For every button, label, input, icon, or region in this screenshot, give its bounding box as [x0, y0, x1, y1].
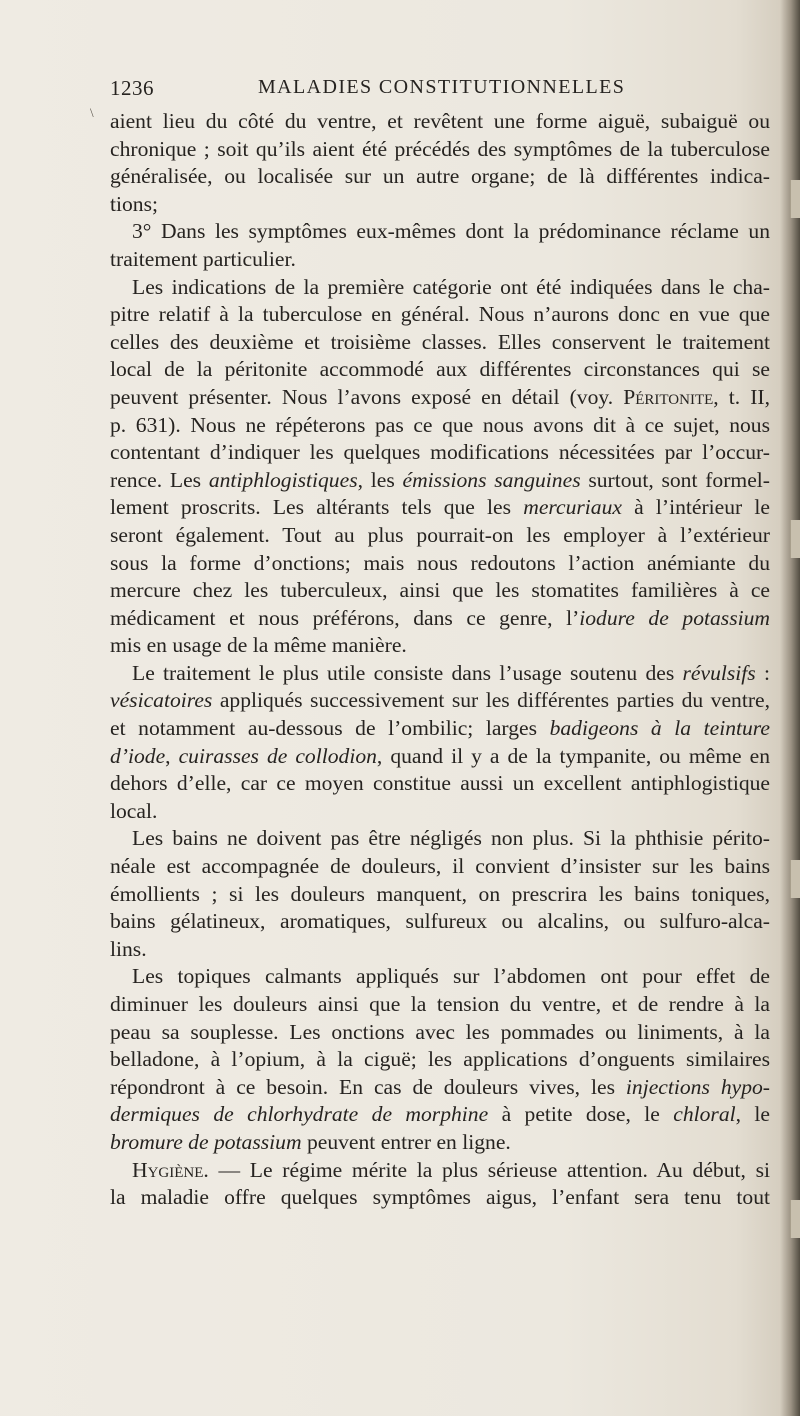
text-line: [110, 936, 770, 964]
text-run: , le: [735, 1102, 770, 1127]
text-run: 3° Dans les symptômes eux-mêmes dont la prédominance réclame un: [132, 219, 770, 244]
text-run: peau sa souplesse. Les onctions avec les pommades ou liniments, à la: [110, 1019, 770, 1044]
text-run: mis en usage de la même manière.: [110, 633, 407, 658]
text-run: seront également. Tout au plus pourrait-on les employer à l’extérieur: [110, 522, 770, 547]
text-line: [110, 632, 770, 660]
text-line: [110, 577, 770, 605]
page-number: 1236: [110, 76, 154, 100]
text-run: local.: [110, 798, 158, 823]
text-line: [110, 1184, 770, 1212]
text-run: mercure chez les tuberculeux, ainsi que les stomatites familières à ce: [110, 578, 770, 603]
text-run: peuvent présenter. Nous l’avons exposé en détail (voy.: [110, 384, 624, 409]
page-edge-tab: [790, 1200, 800, 1238]
text-line: [110, 605, 770, 633]
text-run: généralisée, ou localisée sur un autre organe; de là différentes indica-: [110, 164, 770, 189]
text-line: [110, 439, 770, 467]
italic-term: émissions sanguines: [402, 467, 581, 492]
italic-term: badigeons à la teinture: [549, 716, 770, 741]
text-run: aient lieu du côté du ventre, et revêtent une forme aiguë, subaiguë ou: [110, 109, 770, 133]
text-line: [110, 1046, 770, 1074]
text-run: la maladie offre quelques symptômes aigus, l’enfant sera tenu tout: [110, 1185, 770, 1210]
text-run: pitre relatif à la tuberculose en général. Nous n’aurons donc en vue que: [110, 302, 770, 327]
body-text: [110, 108, 770, 1212]
text-run: tions;: [110, 191, 158, 216]
italic-term: dermiques de chlorhydrate de morphine: [110, 1102, 489, 1127]
page-edge-tab: [790, 520, 800, 558]
text-line: [110, 108, 770, 136]
text-run: p. 631). Nous ne répéterons pas ce que nous avons dit à ce sujet, nous: [110, 412, 770, 437]
text-run: appliqués successivement sur les différentes parties du ventre,: [212, 688, 770, 713]
text-run: rence. Les: [110, 467, 209, 492]
text-run: bains gélatineux, aromatiques, sulfureux ou alcalins, ou sulfuro-alca-: [110, 909, 770, 934]
italic-term: mercuriaux: [523, 495, 622, 520]
text-line: [110, 494, 770, 522]
italic-term: iodure de potassium: [579, 605, 770, 630]
text-run: , quand il y a de la tympanite, ou même en: [376, 743, 770, 768]
text-line: [110, 1019, 770, 1047]
text-run: lins.: [110, 936, 147, 961]
text-run: Les topiques calmants appliqués sur l’abdomen ont pour effet de: [132, 964, 770, 989]
text-line: [110, 274, 770, 302]
text-run: peuvent entrer en ligne.: [301, 1129, 511, 1154]
text-line: [110, 384, 770, 412]
text-line: [110, 522, 770, 550]
text-line: [110, 1074, 770, 1102]
text-run: à petite dose, le: [488, 1102, 674, 1127]
text-run: médicament et nous préférons, dans ce genre, l’: [110, 605, 580, 630]
page-edge-tab: [790, 860, 800, 898]
text-run: Les indications de la première catégorie ont été indiquées dans le cha-: [132, 274, 770, 299]
text-run: dehors d’elle, car ce moyen constitue aussi un excellent antiphlogistique: [110, 771, 770, 796]
text-line: [110, 246, 770, 274]
text-run: émollients ; si les douleurs manquent, on prescrira les bains toniques,: [110, 881, 770, 906]
text-line: [110, 908, 770, 936]
text-run: chronique ; soit qu’ils aient été précédés des symptômes de la tuberculose: [110, 136, 770, 161]
text-line: [110, 356, 770, 384]
italic-term: injections hypo-: [625, 1074, 770, 1099]
running-head: MALADIES CONSTITUTIONNELLES: [258, 76, 626, 98]
text-run: local de la péritonite accommodé aux différentes circonstances qui se: [110, 357, 770, 382]
text-line: [110, 136, 770, 164]
text-line: [110, 881, 770, 909]
italic-term: bromure de potassium: [110, 1129, 302, 1154]
italic-term: antiphlogistiques: [208, 467, 358, 492]
text-line: [110, 550, 770, 578]
text-run: traitement particulier.: [110, 246, 296, 271]
text-run: belladone, à l’opium, à la ciguë; les applications d’onguents similaires: [110, 1047, 770, 1072]
small-caps-term: Péritonite: [623, 384, 714, 409]
italic-term: cuirasses de collodion: [178, 743, 377, 768]
text-line: [110, 963, 770, 991]
page-edge-tab: [790, 180, 800, 218]
text-run: celles des deuxième et troisième classes. Elles conservent le traitement: [110, 329, 770, 354]
text-line: [110, 798, 770, 826]
text-line: [110, 660, 770, 688]
text-line: [110, 163, 770, 191]
text-line: [110, 991, 770, 1019]
italic-term: chloral: [673, 1102, 736, 1127]
text-line: [110, 467, 770, 495]
text-run: Le traitement le plus utile consiste dans l’usage soutenu des: [132, 660, 683, 685]
text-run: :: [755, 660, 770, 685]
text-run: diminuer les douleurs ainsi que la tension du ventre, et de rendre à la: [110, 992, 770, 1016]
text-run: contentant d’indiquer les quelques modifications nécessitées par l’occur-: [110, 440, 770, 465]
text-line: [110, 191, 770, 219]
page-header: [110, 76, 770, 106]
text-run: sous la forme d’onctions; mais nous redoutons l’action anémiante du: [110, 550, 770, 575]
text-line: [110, 218, 770, 246]
text-line: [110, 301, 770, 329]
text-run: Les bains ne doivent pas être négligés non plus. Si la phthisie périto-: [132, 826, 770, 851]
text-run: à l’intérieur le: [621, 495, 770, 520]
italic-term: d’iode: [110, 743, 166, 768]
text-run: surtout, sont formel-: [580, 467, 770, 492]
italic-term: révulsifs: [682, 660, 756, 685]
text-line: [110, 853, 770, 881]
text-line: [110, 715, 770, 743]
text-line: [110, 1129, 770, 1157]
text-line: [110, 770, 770, 798]
text-run: ,: [165, 743, 179, 768]
text-line: [110, 743, 770, 771]
small-caps-term: Hygiène: [132, 1157, 204, 1182]
text-line: [110, 412, 770, 440]
text-run: . — Le régime mérite la plus sérieuse attention. Au début, si: [203, 1157, 770, 1182]
text-line: [110, 687, 770, 715]
text-run: , les: [357, 467, 403, 492]
text-run: lement proscrits. Les altérants tels que les: [110, 495, 524, 520]
text-run: , t. II,: [713, 384, 770, 409]
text-run: néale est accompagnée de douleurs, il convient d’insister sur les bains: [110, 854, 770, 879]
text-line: [110, 1157, 770, 1185]
italic-term: vésicatoires: [110, 688, 213, 713]
text-line: [110, 1101, 770, 1129]
text-line: [110, 825, 770, 853]
text-line: [110, 329, 770, 357]
margin-mark: \: [90, 105, 94, 120]
text-run: et notamment au-dessous de l’ombilic; larges: [110, 716, 550, 741]
text-run: répondront à ce besoin. En cas de douleurs vives, les: [110, 1074, 626, 1099]
